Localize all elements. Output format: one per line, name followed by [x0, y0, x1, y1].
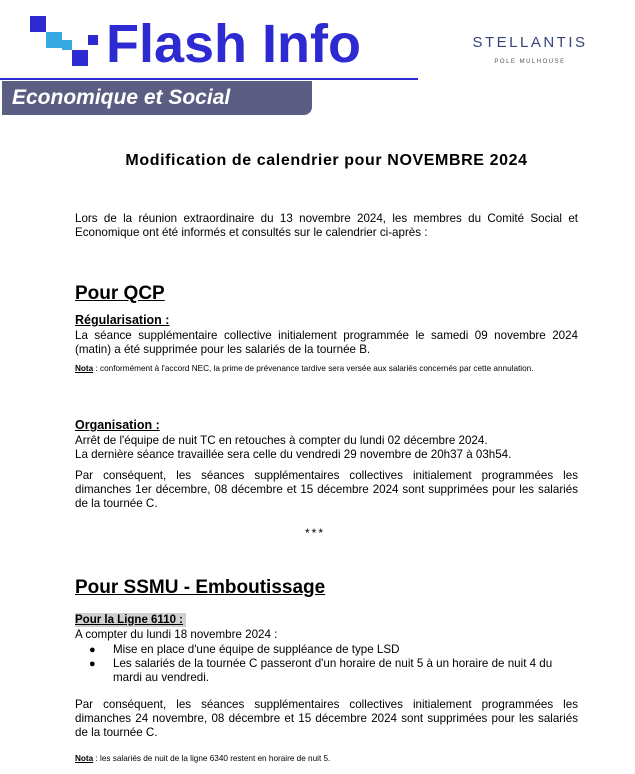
- ssmu-date-line: A compter du lundi 18 novembre 2024 :: [75, 628, 278, 641]
- ssmu-consequence: Par conséquent, les séances supplémentaires collectives initialement programmées les dimanches 24 novembre, 08 décembre et 15 décembre 2024 sont supprimées pour les salariés de la tournée C.: [75, 698, 578, 739]
- regularisation-text: La séance supplémentaire collective initialement programmée le samedi 09 novembre 2024 (matin) a été supprimée pour les salariés de la tournée B.: [75, 329, 578, 356]
- organisation-line-2: La dernière séance travaillée sera celle du vendredi 29 novembre de 20h37 à 03h54.: [75, 448, 512, 461]
- regularisation-note: [75, 362, 578, 375]
- separator: ***: [304, 526, 325, 540]
- organisation-heading: Organisation :: [75, 418, 160, 432]
- document-title: Modification de calendrier pour NOVEMBRE 2024: [125, 152, 528, 169]
- logo-square-4: [72, 50, 88, 66]
- stellantis-logo-subtitle: POLE MULHOUSE: [494, 59, 566, 65]
- flash-info-title: Flash Info: [106, 14, 361, 74]
- logo-square-3: [62, 40, 72, 50]
- ssmu-note: [75, 752, 578, 765]
- stellantis-logo: STELLANTIS: [472, 34, 588, 51]
- note-label: Nota: [75, 364, 94, 373]
- section-heading-ssmu: Pour SSMU - Emboutissage: [75, 577, 326, 598]
- logo-square-1: [30, 16, 46, 32]
- note-text: : conformément à l'accord NEC, la prime de prévenance tardive sera versée aux salariés concernés par cette annulation.: [93, 364, 534, 373]
- organisation-consequence: Par conséquent, les séances supplémentaires collectives initialement programmées les dimanches 1er décembre, 08 décembre et 15 décembre 2024 sont supprimées pour les salariés de la tournée C.: [75, 469, 578, 510]
- ligne-6110-heading: Pour la Ligne 6110 :: [75, 613, 186, 627]
- organisation-line-1: Arrêt de l'équipe de nuit TC en retouches à compter du lundi 02 décembre 2024.: [75, 434, 488, 447]
- section-heading-qcp: Pour QCP: [75, 283, 165, 304]
- note-label: Nota: [75, 754, 94, 763]
- regularisation-heading: Régularisation :: [75, 313, 170, 327]
- bullet-icon: ●: [89, 658, 96, 670]
- ssmu-bullet-list: [75, 643, 578, 685]
- list-item: ● Mise en place d'une équipe de suppléance de type LSD: [89, 643, 400, 656]
- logo-square-5: [88, 35, 98, 45]
- intro-paragraph: Lors de la réunion extraordinaire du 13 novembre 2024, les membres du Comité Social et Economique ont été informés et consultés sur le calendrier ci-après :: [75, 212, 578, 239]
- list-item: ● Les salariés de la tournée C passeront d'un horaire de nuit 5 à un horaire de nuit 4 du mardi au vendredi.: [89, 657, 553, 684]
- logo-square-2: [46, 32, 62, 48]
- bullet-icon: ●: [89, 644, 96, 656]
- title-underline: [0, 78, 418, 80]
- note-text: : les salariés de nuit de la ligne 6340 restent en horaire de nuit 5.: [93, 754, 331, 763]
- banner: [2, 81, 312, 115]
- banner-text: Economique et Social: [12, 86, 231, 109]
